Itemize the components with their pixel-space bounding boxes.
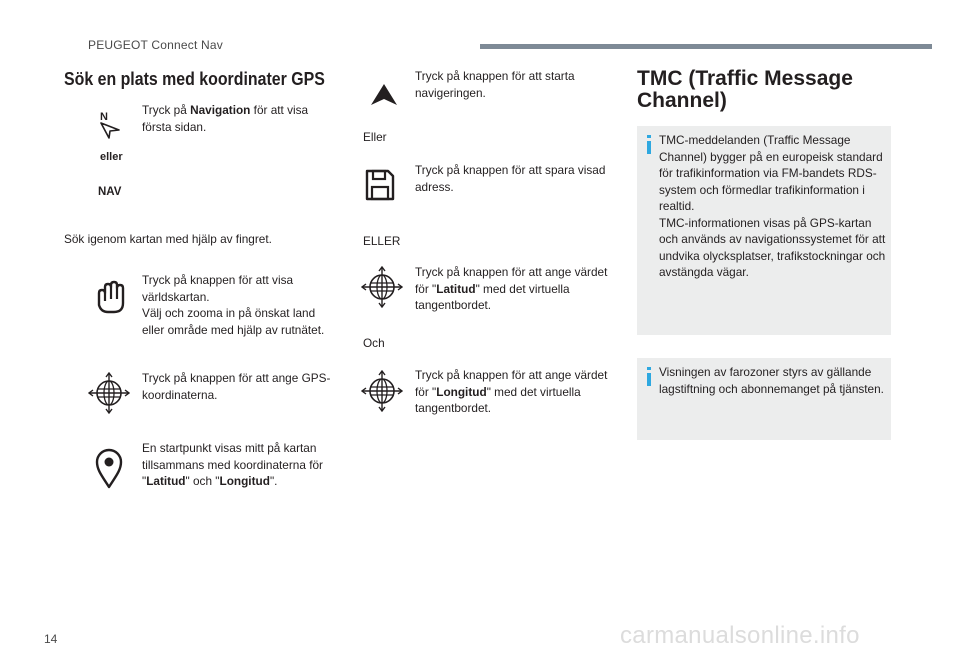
hand-icon xyxy=(93,279,127,315)
header-bar xyxy=(480,44,932,49)
step-start-navigation: Tryck på knappen för att starta navigeringen. xyxy=(415,69,575,100)
section-title-tmc: TMC (Traffic Message Channel) xyxy=(637,67,853,112)
step-gps-coords: Tryck på knappen för att ange GPS-koordinaterna. xyxy=(142,371,331,402)
section-title-gps: Sök en plats med koordinater GPS xyxy=(64,68,325,89)
info-box-text: TMC-meddelanden (Traffic Message Channel) bygger på en europeisk standard för trafikinformation via FM-bandets RDS-system och förmedlar trafikinformation i realtid. TMC-informationen visas på GPS-kartan och används av navigationssystemet för att undvika olycksplatser, trafikstockningar och avstängda vägar. xyxy=(659,133,886,279)
info-box-text: Visningen av farozoner styrs av gällande lagstiftning och abonnemanget på tjänsten. xyxy=(659,365,884,396)
page-number: 14 xyxy=(44,632,58,646)
navigation-arrow-icon xyxy=(368,82,400,108)
info-icon xyxy=(647,367,651,370)
step-latitude: Tryck på knappen för att ange värdet för "Latitud" med det virtuella tangentbordet. xyxy=(415,265,608,312)
or-label-3: Och xyxy=(363,336,385,350)
watermark: carmanualsonline.info xyxy=(620,622,860,649)
globe-grid-icon xyxy=(361,370,403,412)
compass-arrow-icon xyxy=(99,121,121,139)
header-label: PEUGEOT Connect Nav xyxy=(88,38,223,52)
globe-grid-icon xyxy=(361,266,403,308)
info-icon xyxy=(647,135,651,138)
or-label-1: Eller xyxy=(363,130,387,144)
search-instruction: Sök igenom kartan med hjälp av fingret. xyxy=(64,232,272,246)
step-start-point: En startpunkt visas mitt på kartan tillsammans med koordinaterna för "Latitud" och "Longitud". xyxy=(142,441,323,488)
save-icon xyxy=(364,168,396,202)
info-box-hazard xyxy=(637,358,891,440)
info-box-tmc xyxy=(637,126,891,335)
nav-letter: N xyxy=(100,111,108,123)
step-world-map: Tryck på knappen för att visa världskartan. Välj och zooma in på önskat land eller område med hjälp av rutnätet. xyxy=(142,273,325,337)
step-save-address: Tryck på knappen för att spara visad adress. xyxy=(415,163,606,194)
step-longitude: Tryck på knappen för att ange värdet för "Longitud" med det virtuella tangentbordet. xyxy=(415,368,608,415)
or-label-2: ELLER xyxy=(363,234,401,248)
step-navigation: Tryck på Navigation för att visa första sidan. xyxy=(142,103,309,134)
map-pin-icon xyxy=(93,446,125,490)
nav-button-label: NAV xyxy=(98,186,122,198)
or-label: eller xyxy=(100,151,123,163)
globe-grid-icon xyxy=(88,372,130,414)
